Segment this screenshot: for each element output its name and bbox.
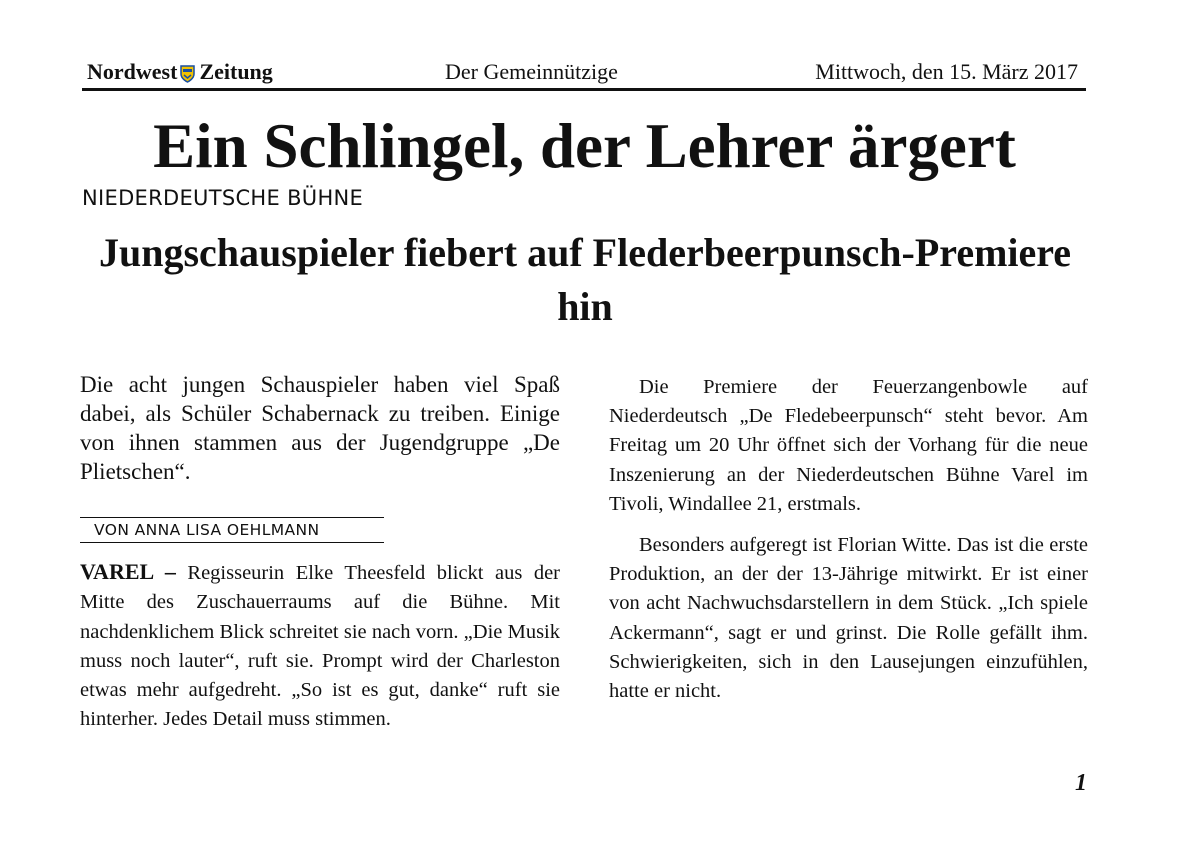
article-teaser: Die acht jungen Schauspieler haben viel Spaß dabei, als Schüler Schabernack zu treiben. Einige von ihnen stammen aus der Jugendgruppe „De Plietschen“. xyxy=(80,372,560,484)
body-paragraph-left xyxy=(80,557,560,735)
masthead xyxy=(82,56,1086,91)
body-paragraph: Die Premiere der Feuerzangenbowle auf Niederdeutsch „De Fledebeerpunsch“ steht bevor. Am Freitag um 20 Uhr öffnet sich der Vorhang für die neue Inszenierung an der Niederdeutschen Bühne Varel im Tivoli, Windallee 21, erstmals. xyxy=(609,376,1088,515)
section-name: Der Gemeinnützige xyxy=(445,59,618,84)
body-paragraph: Besonders aufgeregt ist Florian Witte. Das ist die erste Produktion, an der der 13-Jährige mitwirkt. Er ist einer von acht Nachwuchsdarstellern in dem Stück. „Ich spiele Ackermann“, sagt er und grinst. Die Rolle gefällt ihm. Schwierigkeiten, sich in den Lausejungen einzufühlen, hatte er nicht. xyxy=(609,534,1088,703)
issue-date: Mittwoch, den 15. März 2017 xyxy=(815,59,1078,84)
brand-name-left: Nordwest xyxy=(87,59,178,84)
newspaper-crest-icon xyxy=(180,63,195,81)
article-headline: Ein Schlingel, der Lehrer ärgert xyxy=(153,111,1016,181)
newspaper-brand xyxy=(87,59,273,85)
article-subheadline: Jungschauspieler fiebert auf Flederbeerpunsch-Premiere hin xyxy=(98,230,1072,329)
body-text-left: Regisseurin Elke Theesfeld blickt aus der Mitte des Zuschauerraums auf die Bühne. Mit nachdenklichem Blick schreitet sie nach vorn. „Die Musik muss noch lauter“, ruft sie. Prompt wird der Charleston etwas mehr aufgedreht. „So ist es gut, danke“ ruft sie hinterher. Jedes Detail muss stimmen. xyxy=(80,562,560,731)
left-column xyxy=(80,370,560,735)
right-column xyxy=(609,373,1088,706)
article-kicker: NIEDERDEUTSCHE BÜHNE xyxy=(82,186,364,210)
brand-name-right: Zeitung xyxy=(199,59,273,84)
dateline: VAREL – xyxy=(80,559,176,584)
byline-box xyxy=(80,517,384,543)
byline: VON ANNA LISA OEHLMANN xyxy=(94,521,320,539)
page-number: 1 xyxy=(1075,770,1087,796)
